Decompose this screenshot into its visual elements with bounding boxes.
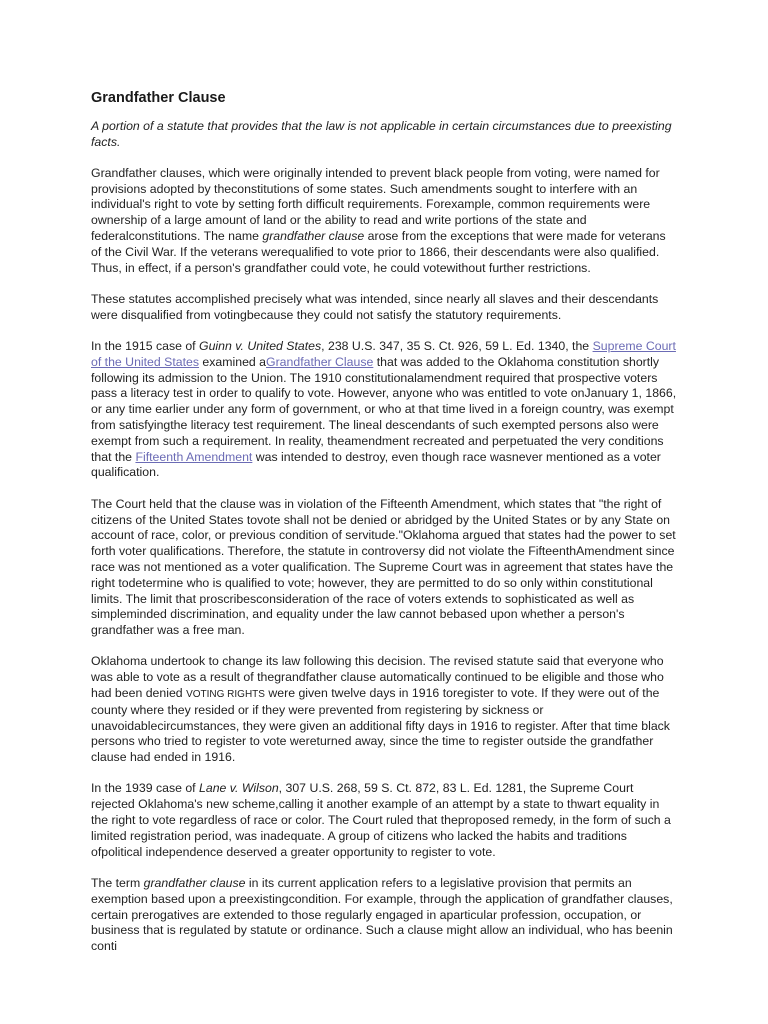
case-name-lane: Lane v. Wilson xyxy=(199,781,279,796)
document-content xyxy=(91,91,679,970)
paragraph-3-text-d: that was added to the Oklahoma constitution shortly following its admission to the Union. The 1910 constitutionalamendment required that prospective voters pass a literacy test in order to qualify to vote. However, anyone who was entitled to vote onJanuary 1, 1866, or any time earlier under any form of government, or who at that time lived in a foreign country, was exempt from satisfyingthe literacy test requirement. The lineal descendants of such exempted persons also were exempt from such a requirement. In reality, theamendment recreated and perpetuated the very conditions that the xyxy=(91,354,677,464)
paragraph-5-text-a: Oklahoma undertook to change its law following this decision. The revised statute said that everyone who was able to vote as a result of thegrandfather clause automatically continued to be eligible and those who had been denied xyxy=(91,654,664,700)
fifteenth-amendment-link[interactable]: Fifteenth Amendment xyxy=(135,449,253,464)
page-bottom-fade xyxy=(0,954,768,1024)
page-title: Grandfather Clause xyxy=(91,90,226,106)
supreme-court-link[interactable]: Supreme Court of the United States xyxy=(91,339,676,369)
paragraph-7-text-b: in its current application refers to a legislative provision that permits an exemption based upon a preexistingcondition. For example, through the application of grandfather clauses, certain prerogatives are extended to those regularly engaged in aparticular profession, occupation, or business that is regulated by statute or ordinance. Such a clause might allow an individual, who has beenin conti xyxy=(91,875,673,954)
paragraph-3-text-a: In the 1915 case of xyxy=(91,339,200,354)
paragraph-7-term: grandfather clause xyxy=(143,875,246,890)
paragraph-1 xyxy=(91,166,679,277)
paragraph-5-text-b: were given twelve days in 1916 toregister to vote. If they were out of the county where they resided or if they were prevented from registering by sickness or unavoidablecircumstances, they were given an additional fifty days in 1916 to register. After that time black persons who tried to register to vote wereturned away, since the time to register outside the grandfather clause had ended in 1916. xyxy=(91,686,670,765)
voting-rights-term: VOTING RIGHTS xyxy=(186,689,265,700)
paragraph-1-term: grandfather clause xyxy=(262,229,365,244)
paragraph-6-text-b: , 307 U.S. 268, 59 S. Ct. 872, 83 L. Ed. 1281, the Supreme Court rejected Oklahoma's new scheme,calling it another example of an attempt by a state to thwart equality in the right to vote regardless of race or color. The Court ruled that theproposed remedy, in the form of such a limited registration period, was inadequate. A group of citizens who lacked the habits and traditions ofpolitical independence deserved a greater opportunity to register to vote. xyxy=(91,781,671,859)
paragraph-1-text: Grandfather clauses, which were originally intended to prevent black people from voting, were named for provisions adopted by theconstitutions of some states. Such amendments sought to interfere with an individual's right to vote by setting forth difficult requirements. Forexample, common requirements were ownership of a large amount of land or the ability to read and write portions of the state and federalconstitutions. The name xyxy=(91,165,660,244)
paragraph-3 xyxy=(91,339,679,481)
paragraph-6-text-a: In the 1939 case of xyxy=(91,781,200,796)
paragraph-3-text-c: examined a xyxy=(199,354,267,369)
paragraph-3-text-e: was intended to destroy, even though race wasnever mentioned as a voter qualification. xyxy=(91,449,661,480)
definition-subtitle: A portion of a statute that provides that the law is not applicable in certain circumstances due to preexisting facts. xyxy=(91,118,672,149)
paragraph-3-text-b: , 238 U.S. 347, 35 S. Ct. 926, 59 L. Ed. 1340, the xyxy=(321,339,593,354)
paragraph-6 xyxy=(91,781,679,860)
paragraph-7 xyxy=(91,876,679,955)
paragraph-2: These statutes accomplished precisely what was intended, since nearly all slaves and their descendants were disqualified from votingbecause they could not satisfy the statutory requirements. xyxy=(91,291,659,322)
grandfather-clause-link[interactable]: Grandfather Clause xyxy=(266,354,374,369)
paragraph-1-tail: arose from the exceptions that were made for veterans of the Civil War. If the veterans werequalified to vote prior to 1866, their descendants were also qualified. Thus, in effect, if a person's grandfather could vote, he could votewithout further restrictions. xyxy=(91,229,666,275)
paragraph-4: The Court held that the clause was in violation of the Fifteenth Amendment, which states that "the right of citizens of the United States tovote shall not be denied or abridged by the United States or by any State on account of race, color, or previous condition of servitude."Oklahoma argued that states had the power to set forth voter qualifications. Therefore, the statute in controversy did not violate the FifteenthAmendment since race was not mentioned as a voter qualification. The Supreme Court was in agreement that states have the right todetermine who is qualified to vote; however, they are permitted to do so only within constitutional limits. The limit that proscribesconsideration of the race of voters extends to sophisticated as well as simpleminded discrimination, and equality under the law cannot bebased upon whether a person's grandfather was a free man. xyxy=(91,496,676,638)
paragraph-5 xyxy=(91,654,679,766)
case-name-guinn: Guinn v. United States xyxy=(199,339,322,354)
paragraph-7-text-a: The term xyxy=(91,875,144,890)
